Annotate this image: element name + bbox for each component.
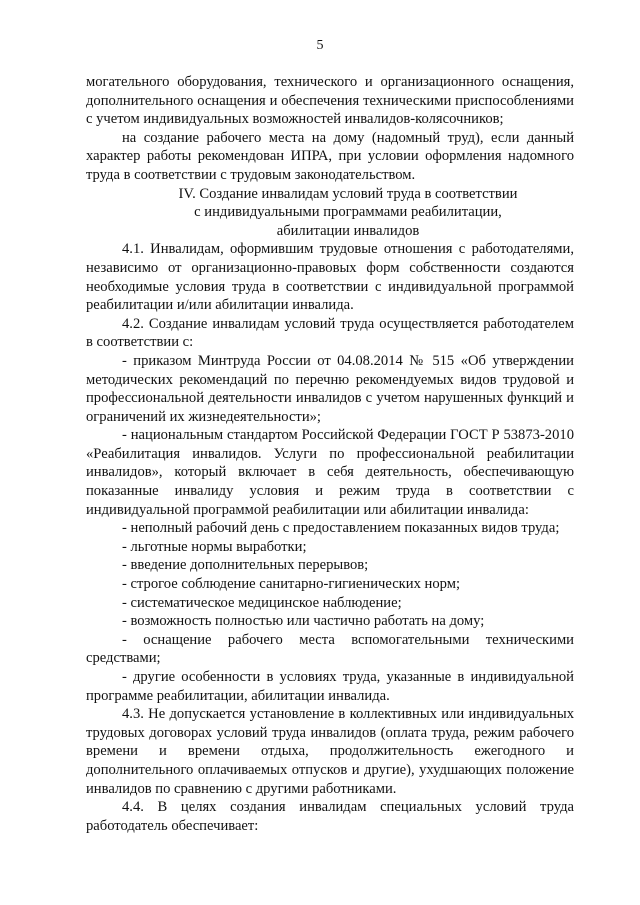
paragraph-home-work: на создание рабочего места на дому (надомный труд), если данный характер работы рекомендован ИПРА, при условии оформления надомного труда в соответствии с трудовым законодательством. (86, 129, 574, 183)
paragraph-4-4: 4.4. В целях создания инвалидам специальных условий труда работодатель обеспечивает: (86, 799, 574, 834)
document-body (86, 73, 574, 835)
list-item-medical: - систематическое медицинское наблюдение; (122, 594, 402, 611)
list-item-output-norms: - льготные нормы выработки; (122, 538, 307, 555)
list-item-breaks: - введение дополнительных перерывов; (122, 557, 369, 574)
page-number: 5 (316, 38, 324, 53)
paragraph-standard: - национальным стандартом Российской Федерации ГОСТ Р 53873-2010 «Реабилитация инвалидов. Услуги по профессиональной реабилитации инвалидов», который включает в себя деятельность, обеспечивающую показанные инвалиду условия и режим труда в соответствии с индивидуальной программой реабилитации или абилитации инвалида: (86, 427, 574, 518)
section-heading-line-2: с индивидуальными программами реабилитации, (194, 204, 502, 221)
list-item-part-time: - неполный рабочий день с предоставлением показанных видов труда; (122, 520, 560, 537)
paragraph-4-2: 4.2. Создание инвалидам условий труда осуществляется работодателем в соответствии с: (86, 315, 574, 351)
list-item-home-work: - возможность полностью или частично работать на дому; (122, 613, 485, 630)
paragraph-4-1: 4.1. Инвалидам, оформившим трудовые отношения с работодателями, независимо от организационно-правовых форм собственности создаются необходимые условия труда в соответствии с индивидуальной программой реабилитации и/или абилитации инвалида. (86, 241, 574, 314)
paragraph-4-3: 4.3. Не допускается установление в коллективных или индивидуальных трудовых договорах условий труда инвалидов (оплата труда, режим рабочего времени и времени отдыха, продолжительность ежегодного и дополнительного оплачиваемых отпусков и другие), ухудшающих положение инвалидов по сравнению с другими работниками. (86, 706, 574, 797)
section-heading-line-3: абилитации инвалидов (276, 222, 420, 239)
paragraph-order: - приказом Минтруда России от 04.08.2014 № 515 «Об утверждении методических рекомендаций по перечню рекомендуемых видов трудовой и профессиональной деятельности инвалидов с учетом нарушенных функций и ограничений их жизнедеятельности»; (86, 352, 574, 425)
list-item-other: - другие особенности в условиях труда, указанные в индивидуальной программе реабилитации, абилитации инвалида. (86, 669, 574, 704)
section-heading (86, 185, 574, 241)
paragraph-continuation: могательного оборудования, технического и организационного оснащения, дополнительного оснащения и обеспечения техническими приспособлениями с учетом индивидуальных возможностей инвалидов-колясочников; (86, 74, 574, 128)
section-heading-line-1: IV. Создание инвалидам условий труда в соответствии (178, 185, 518, 202)
list-item-hygiene: - строгое соблюдение санитарно-гигиенических норм; (122, 576, 461, 593)
list-item-equipment: - оснащение рабочего места вспомогательными техническими средствами; (86, 631, 574, 667)
